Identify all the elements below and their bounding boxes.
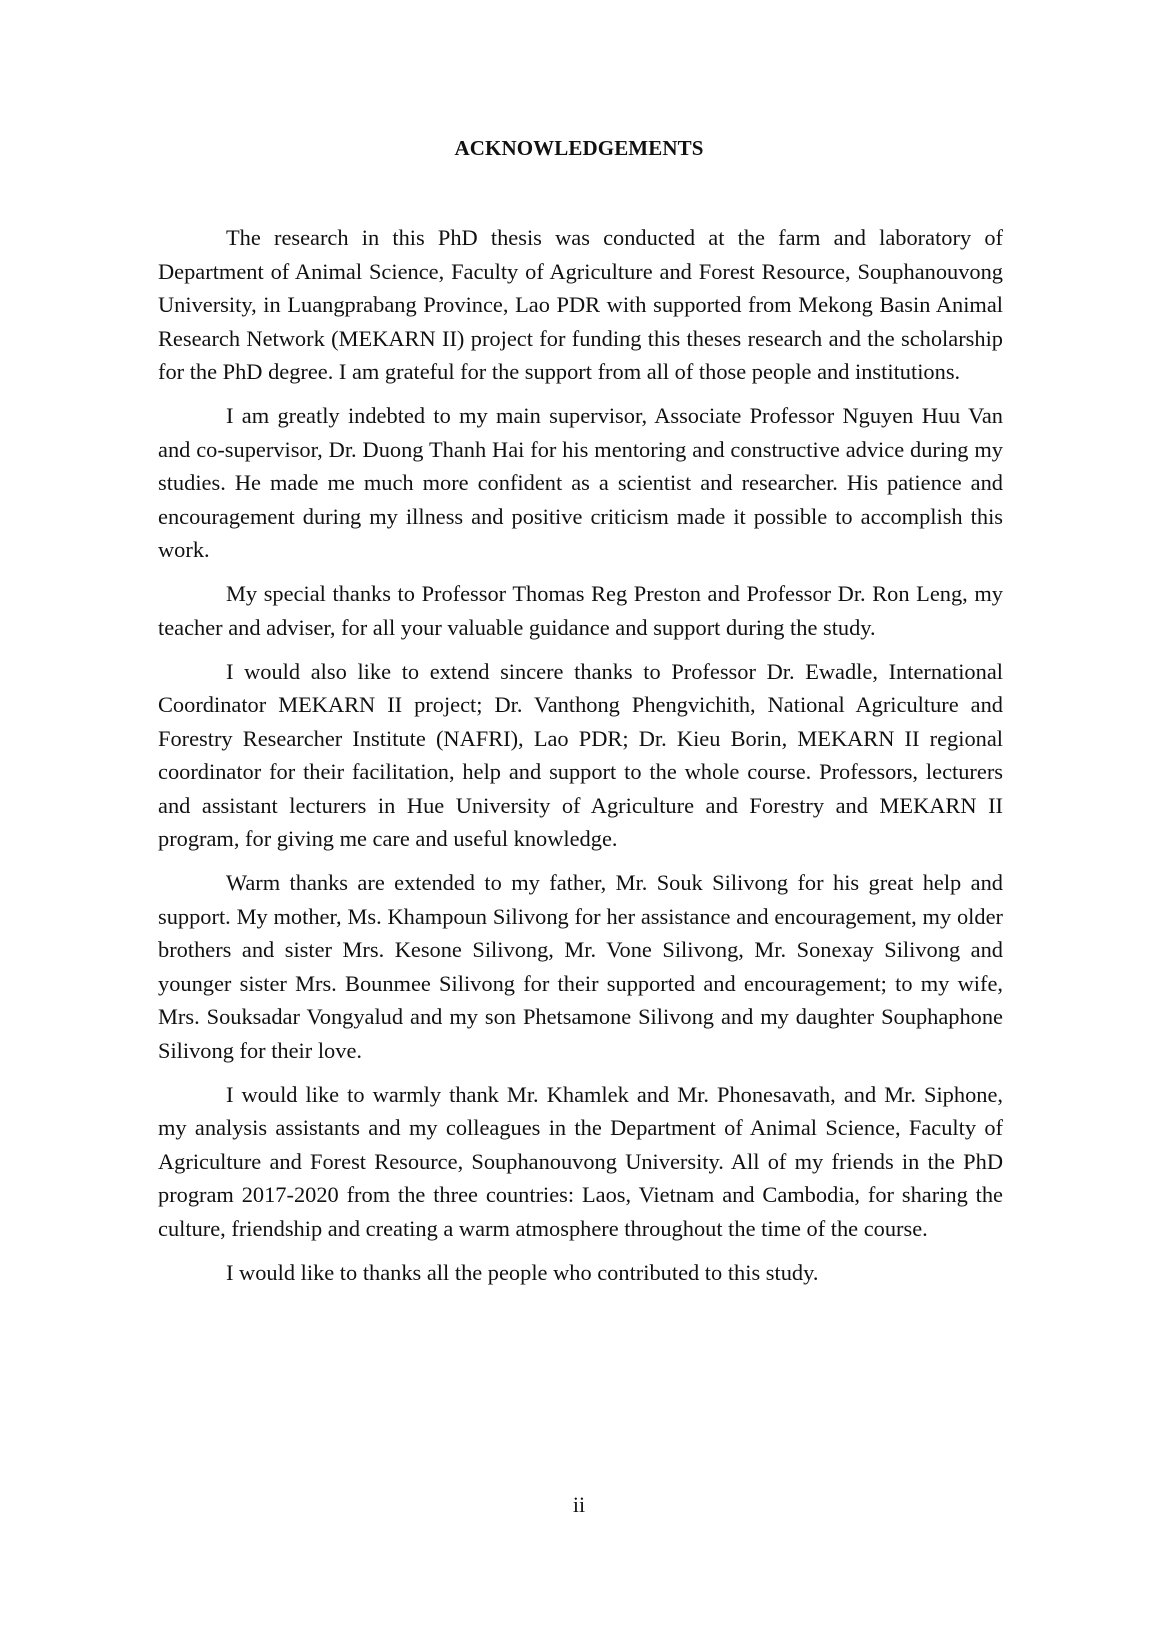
paragraph-supervisors: I am greatly indebted to my main supervisor, Associate Professor Nguyen Huu Van and co-supervisor, Dr. Duong Thanh Hai for his mentoring and constructive advice during my studies. He made me much more confident as a scientist and researcher. His patience and encouragement during my illness and positive criticism made it possible to accomplish this work.: [158, 403, 1003, 562]
paragraph-closing: I would like to thanks all the people who contributed to this study.: [226, 1259, 819, 1285]
paragraph-special-thanks: My special thanks to Professor Thomas Reg Preston and Professor Dr. Ron Leng, my teacher and adviser, for all your valuable guidance and support during the study.: [158, 581, 1003, 640]
acknowledgements-body: [158, 221, 1003, 1300]
paragraph-research-funding: The research in this PhD thesis was conducted at the farm and laboratory of Department of Animal Science, Faculty of Agriculture and Forest Resource, Souphanouvong University, in Luangprabang Province, Lao PDR with supported from Mekong Basin Animal Research Network (MEKARN II) project for funding this theses research and the scholarship for the PhD degree. I am grateful for the support from all of those people and institutions.: [158, 225, 1003, 384]
paragraph-coordinators: I would also like to extend sincere thanks to Professor Dr. Ewadle, International Coordinator MEKARN II project; Dr. Vanthong Phengvichith, National Agriculture and Forestry Researcher Institute (NAFRI), Lao PDR; Dr. Kieu Borin, MEKARN II regional coordinator for their facilitation, help and support to the whole course. Professors, lecturers and assistant lecturers in Hue University of Agriculture and Forestry and MEKARN II program, for giving me care and useful knowledge.: [158, 658, 1003, 851]
paragraph-family: Warm thanks are extended to my father, Mr. Souk Silivong for his great help and support. My mother, Ms. Khampoun Silivong for her assistance and encouragement, my older brothers and sister Mrs. Kesone Silivong, Mr. Vone Silivong, Mr. Sonexay Silivong and younger sister Mrs. Bounmee Silivong for their supported and encouragement; to my wife, Mrs. Souksadar Vongyalud and my son Phetsamone Silivong and my daughter Souphaphone Silivong for their love.: [158, 870, 1003, 1063]
page-title: ACKNOWLEDGEMENTS: [454, 136, 704, 160]
paragraph-colleagues-friends: I would like to warmly thank Mr. Khamlek and Mr. Phonesavath, and Mr. Siphone, my analysis assistants and my colleagues in the Department of Animal Science, Faculty of Agriculture and Forest Resource, Souphanouvong University. All of my friends in the PhD program 2017-2020 from the three countries: Laos, Vietnam and Cambodia, for sharing the culture, friendship and creating a warm atmosphere throughout the time of the course.: [158, 1081, 1003, 1241]
page-number: ii: [572, 1492, 586, 1517]
